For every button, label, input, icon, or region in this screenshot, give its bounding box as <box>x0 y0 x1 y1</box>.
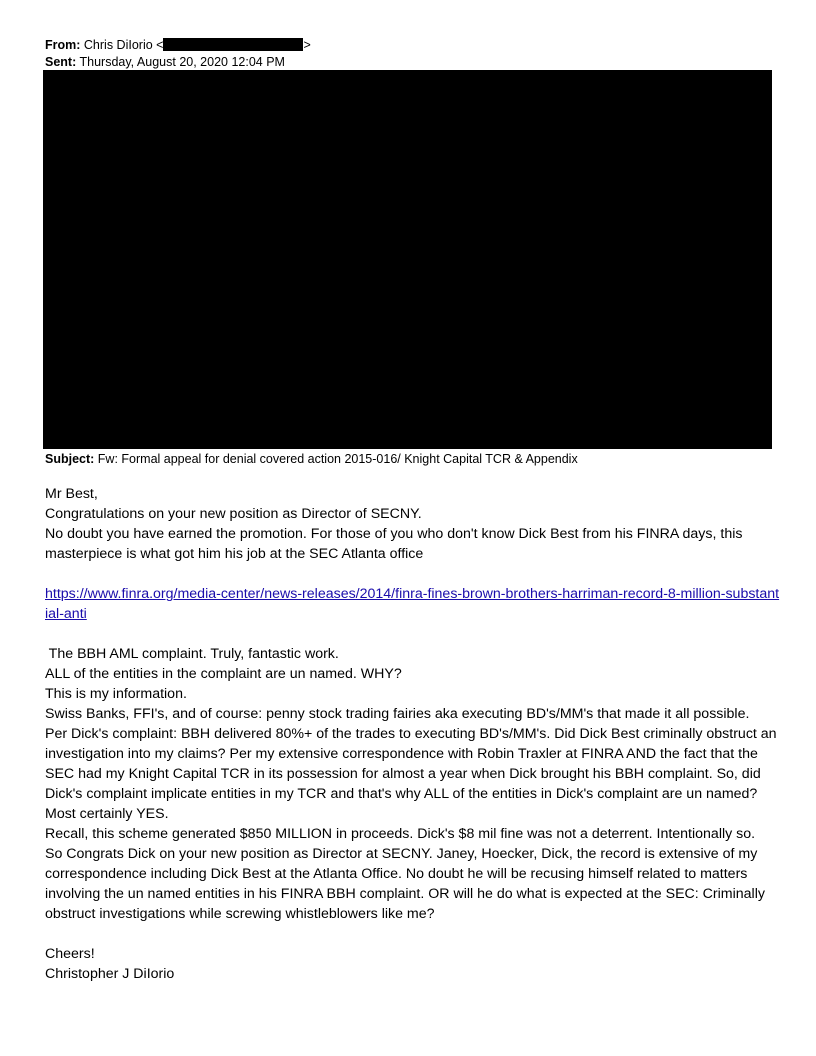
body-line-2: No doubt you have earned the promotion. For those of you who don't know Dick Best from his FINRA days, this masterpiece is what got him his job at the SEC Atlanta office <box>45 526 743 562</box>
from-name: Chris DiIorio < <box>83 38 164 52</box>
body-paragraph-7: So Congrats Dick on your new position as Director at SECNY. Janey, Hoecker, Dick, the record is extensive of my correspondence including Dick Best at the Atlanta Office. No doubt he will be recusing himself related to matters involving the un named entities in his FINRA BBH complaint. OR will he do what is expected at the SEC: Criminally obstruct investigations while screwing whistleblowers like me? <box>45 846 765 922</box>
email-body <box>45 484 780 984</box>
sent-line <box>45 54 285 70</box>
body-paragraph-5: Per Dick's complaint: BBH delivered 80%+ of the trades to executing BD's/MM's. Did Dick Best criminally obstruct an investigation into my claims? Per my extensive correspondence with Robin Traxler at FINRA AND the fact that the SEC had my Knight Capital TCR in its possession for almost a year when Dick brought his BBH complaint. So, did Dick's complaint implicate entities in my TCR and that's why ALL of the entities in Dick's complaint are un named? Most certainly YES. <box>45 726 777 822</box>
subject-value: Fw: Formal appeal for denial covered action 2015-016/ Knight Capital TCR & Appendix <box>97 452 578 466</box>
from-label: From: <box>45 38 81 52</box>
redacted-email <box>163 38 303 51</box>
greeting: Mr Best, <box>45 486 98 502</box>
sent-label: Sent: <box>45 55 77 69</box>
from-line <box>45 37 311 53</box>
signature: Christopher J DiIorio <box>45 966 175 982</box>
closing: Cheers! <box>45 946 95 962</box>
finra-news-link[interactable]: https://www.finra.org/media-center/news-releases/2014/finra-fines-brown-brothers-harriman-record-8-million-substantial-anti <box>45 586 780 622</box>
redaction-block <box>43 70 772 449</box>
body-paragraph-3: This is my information. <box>45 686 187 702</box>
from-close: > <box>303 38 311 52</box>
subject-line <box>45 451 578 467</box>
sent-value: Thursday, August 20, 2020 12:04 PM <box>79 55 285 69</box>
subject-label: Subject: <box>45 452 95 466</box>
body-paragraph-1: The BBH AML complaint. Truly, fantastic work. <box>45 646 339 662</box>
body-paragraph-2: ALL of the entities in the complaint are un named. WHY? <box>45 666 402 682</box>
body-line-1: Congratulations on your new position as Director of SECNY. <box>45 506 422 522</box>
body-paragraph-4: Swiss Banks, FFI's, and of course: penny stock trading fairies aka executing BD's/MM's that made it all possible. <box>45 706 750 722</box>
body-paragraph-6: Recall, this scheme generated $850 MILLION in proceeds. Dick's $8 mil fine was not a deterrent. Intentionally so. <box>45 826 756 842</box>
